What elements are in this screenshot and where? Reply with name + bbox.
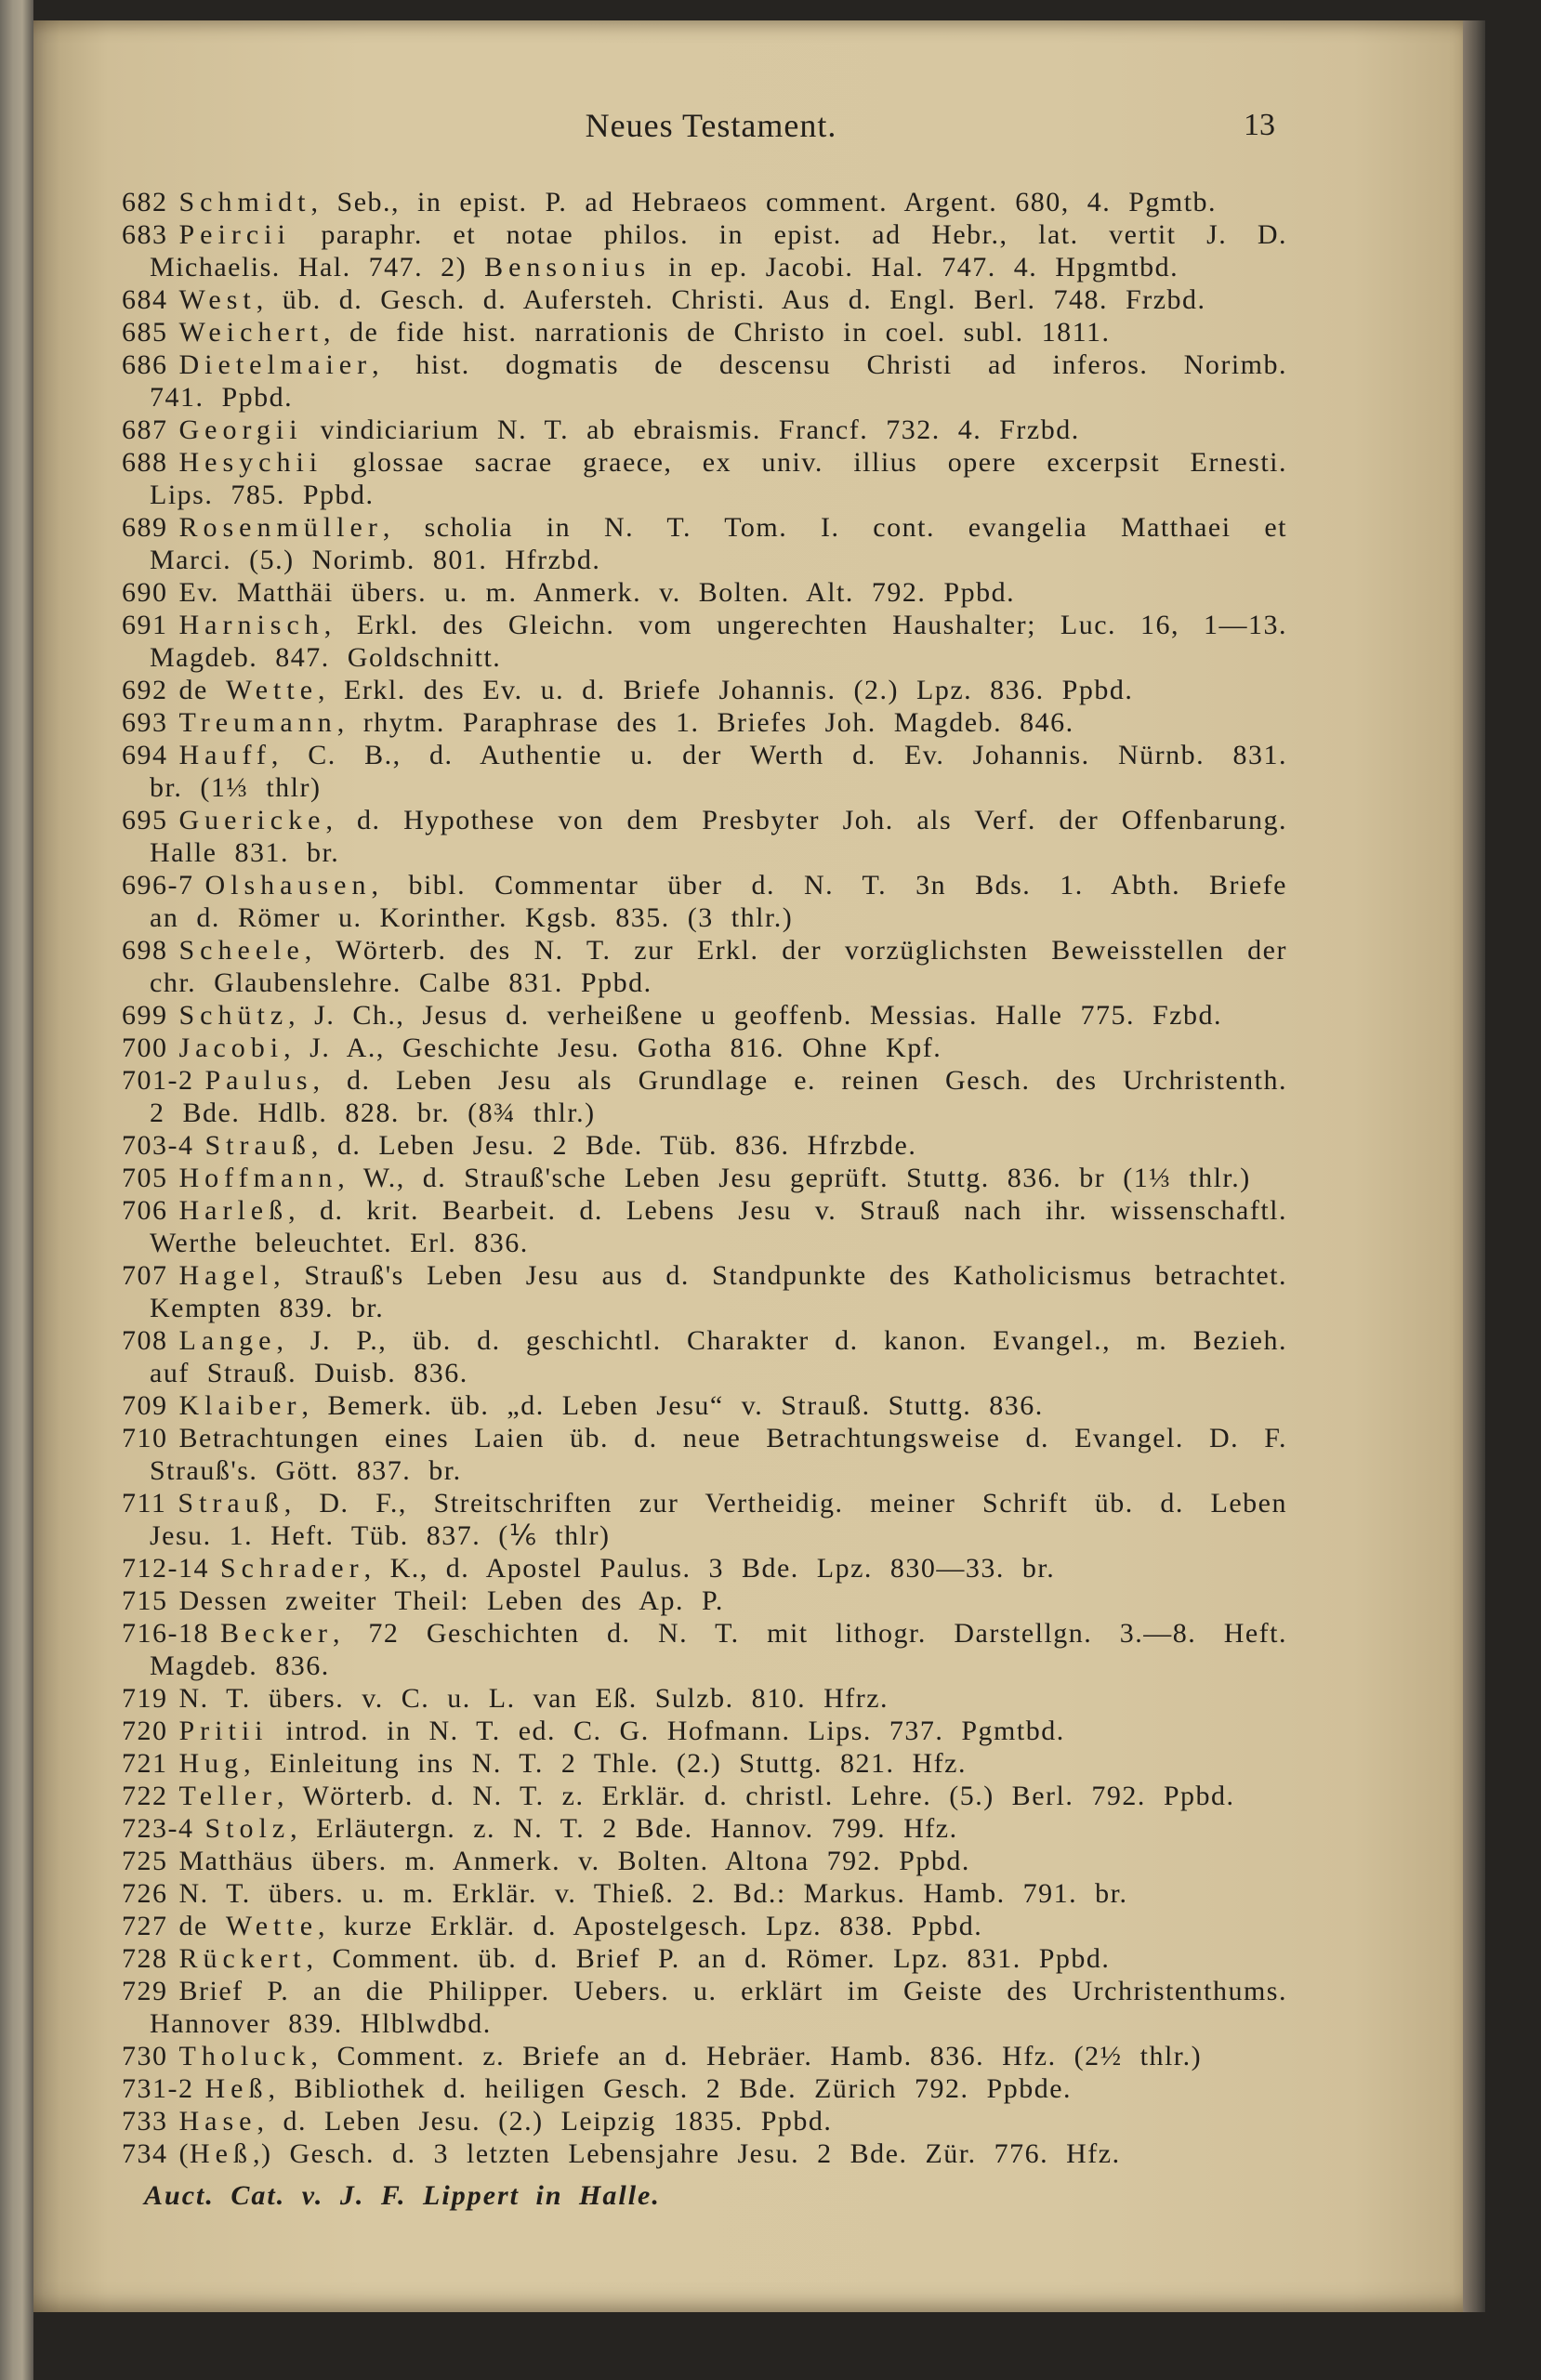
entry-author: Harnisch <box>178 610 324 640</box>
entry-number: 725 <box>122 1846 168 1876</box>
entry-number: 685 <box>122 317 168 348</box>
entry-text: N. T. übers. v. C. u. L. van Eß. Sulzb. 810. Hfrz. <box>178 1683 889 1714</box>
entry-text: Matthäus übers. m. Anmerk. v. Bolten. Altona 792. Ppbd. <box>178 1846 970 1876</box>
entry-line <box>122 1747 1287 1780</box>
catalog-entry <box>122 511 1287 576</box>
entry-number: 692 <box>122 675 168 705</box>
catalog-entry <box>122 1259 1287 1324</box>
entry-text: paraphr. et notae philos. in epist. ad Hebr., lat. vertit J. D. <box>290 219 1287 250</box>
entry-author: Hesychii <box>178 447 323 478</box>
catalog-entry <box>122 1422 1287 1487</box>
entry-text: N. T. übers. u. m. Erklär. v. Thieß. 2. Bd.: Markus. Hamb. 791. br. <box>178 1878 1128 1909</box>
entry-author: Schrader <box>220 1553 364 1584</box>
catalog-entry <box>122 1780 1287 1812</box>
entry-line <box>122 1975 1287 2007</box>
entry-number: 730 <box>122 2041 168 2071</box>
entry-text: , Einleitung ins N. T. 2 Thle. (2.) Stuttg. 821. Hfz. <box>244 1748 967 1779</box>
entry-number: 720 <box>122 1716 168 1746</box>
catalog-entry <box>122 1584 1287 1617</box>
catalog-entry <box>122 1812 1287 1845</box>
entry-number: 734 <box>122 2138 168 2169</box>
entry-number: 729 <box>122 1976 168 2006</box>
entry-line <box>122 1064 1287 1097</box>
entry-line <box>122 576 1287 609</box>
entry-text: Brief P. an die Philipper. Uebers. u. erklärt im Geiste des Urchristenthums. <box>178 1976 1287 2006</box>
page-number: 13 <box>1244 108 1275 142</box>
entry-continuation-line: 2 Bde. Hdlb. 828. br. (8¾ thlr.) <box>150 1098 596 1128</box>
entry-line <box>122 1324 1287 1357</box>
entry-number: 721 <box>122 1748 168 1779</box>
entry-line <box>122 2072 1287 2105</box>
entry-number: 686 <box>122 349 168 380</box>
entry-author: Olshausen <box>204 870 372 901</box>
entry-author: Wette <box>225 1911 319 1941</box>
entry-line <box>122 1780 1287 1812</box>
entry-author: West <box>178 284 257 315</box>
entry-number: 708 <box>122 1325 168 1356</box>
entry-line <box>122 218 1287 251</box>
entry-number: 684 <box>122 284 168 315</box>
entry-text: , J. Ch., Jesus d. verheißene u geoffenb. Messias. Halle 775. Fzbd. <box>288 1000 1222 1031</box>
entry-continuation-line: Marci. (5.) Norimb. 801. Hfrzbd. <box>150 545 601 575</box>
entry-number: 696-7 <box>122 870 194 901</box>
entry-text: , Comment. z. Briefe an d. Hebräer. Hamb. 836. Hfz. (2½ thlr.) <box>310 2041 1203 2071</box>
catalog-entry <box>122 1942 1287 1975</box>
entry-continuation-line: Halle 831. br. <box>150 837 340 868</box>
entry-prefix: de <box>178 1911 226 1941</box>
entry-text: , d. Leben Jesu als Grundlage e. reinen Gesch. des Urchristenth. <box>312 1065 1287 1096</box>
catalog-entry <box>122 1487 1287 1552</box>
entry-line <box>122 1584 1287 1617</box>
catalog-entry <box>122 706 1287 739</box>
catalog-entry <box>122 1617 1287 1682</box>
entry-author: Schütz <box>178 1000 289 1031</box>
entry-continuation-line: chr. Glaubenslehre. Calbe 831. Ppbd. <box>150 967 652 998</box>
entry-line <box>122 1162 1287 1194</box>
catalog-imprint: Auct. Cat. v. J. F. Lippert in Halle. <box>144 2180 661 2211</box>
entry-continuation-line: Magdeb. 847. Goldschnitt. <box>150 642 502 673</box>
entry-number: 711 <box>122 1488 167 1519</box>
entry-continuation-line: Kempten 839. br. <box>150 1293 385 1323</box>
entry-number: 695 <box>122 805 168 835</box>
entry-number: 699 <box>122 1000 168 1031</box>
entry-author: Becker <box>220 1618 333 1649</box>
catalog-entry <box>122 934 1287 999</box>
entry-prefix: de <box>178 675 226 705</box>
entry-text: Dessen zweiter Theil: Leben des Ap. P. <box>178 1585 724 1616</box>
entry-line <box>122 1552 1287 1584</box>
entry-text: , J. P., üb. d. geschichtl. Charakter d. kanon. Evangel., m. Bezieh. <box>276 1325 1287 1356</box>
entry-author: Georgii <box>178 414 303 445</box>
entry-line <box>122 804 1287 836</box>
entry-author: Rückert <box>178 1943 307 1974</box>
entry-line <box>122 2040 1287 2072</box>
entry-line <box>122 999 1287 1032</box>
catalog-entry <box>122 576 1287 609</box>
entry-continuation-line <box>122 251 1287 283</box>
entry-number: 703-4 <box>122 1130 194 1161</box>
entry-line <box>122 674 1287 706</box>
entry-author: Guericke <box>178 805 326 835</box>
entry-continuation-line: 741. Ppbd. <box>150 382 294 413</box>
entry-text: , J. A., Geschichte Jesu. Gotha 816. Ohne Kpf. <box>283 1032 942 1063</box>
entry-author: Hase <box>178 2106 257 2137</box>
entry-text: , Erkl. des Gleichn. vom ungerechten Haushalter; Luc. 16, 1—13. <box>323 610 1287 640</box>
entry-line <box>122 1812 1287 1845</box>
entry-number: 688 <box>122 447 168 478</box>
entry-text: , rhytm. Paraphrase des 1. Briefes Joh. Magdeb. 846. <box>336 707 1074 738</box>
entry-author: Treumann <box>178 707 337 738</box>
entry-author: Klaiber <box>178 1390 302 1421</box>
entry-prefix: Michaelis. Hal. 747. 2) <box>150 252 485 283</box>
entry-author: Lange <box>178 1325 277 1356</box>
entry-text: , Erläutergn. z. N. T. 2 Bde. Hannov. 799. Hfz. <box>290 1813 958 1844</box>
entry-text: glossae sacrae graece, ex univ. illius opere excerpsit Ernesti. <box>323 447 1287 478</box>
entry-author: Peircii <box>178 219 291 250</box>
entry-author: Hauff <box>178 740 271 770</box>
catalog-entry <box>122 1064 1287 1129</box>
entry-number: 701-2 <box>122 1065 194 1096</box>
entry-text: , 72 Geschichten d. N. T. mit lithogr. Darstellgn. 3.—8. Heft. <box>332 1618 1287 1649</box>
entry-line <box>122 1487 1287 1519</box>
entry-text: , D. F., Streitschriften zur Vertheidig. meiner Schrift üb. d. Leben <box>283 1488 1287 1519</box>
entry-number: 715 <box>122 1585 168 1616</box>
entry-author: Heß <box>190 2138 253 2169</box>
catalog-entry <box>122 186 1287 218</box>
entry-line <box>122 1259 1287 1292</box>
catalog-entry <box>122 2105 1287 2137</box>
entry-continuation-line: an d. Römer u. Korinther. Kgsb. 835. (3 thlr.) <box>150 902 794 933</box>
catalog-entry <box>122 1162 1287 1194</box>
entry-author: Strauß <box>178 1488 284 1519</box>
entry-line <box>122 1194 1287 1227</box>
entry-author: Strauß <box>204 1130 311 1161</box>
entry-text: , Bibliothek d. heiligen Gesch. 2 Bde. Zürich 792. Ppbde. <box>268 2073 1073 2104</box>
catalog-entry <box>122 2040 1287 2072</box>
entry-text: Betrachtungen eines Laien üb. d. neue Betrachtungsweise d. Evangel. D. F. <box>178 1423 1287 1453</box>
entry-text: , Wörterb. d. N. T. z. Erklär. d. christl. Lehre. (5.) Berl. 792. Ppbd. <box>277 1781 1235 1811</box>
page-stack-edge <box>1463 20 1485 2312</box>
entry-continuation-line: Jesu. 1. Heft. Tüb. 837. (⅙ thlr) <box>150 1520 611 1551</box>
catalog-entry <box>122 348 1287 414</box>
entry-author: Stolz <box>204 1813 291 1844</box>
entry-number: 733 <box>122 2106 168 2137</box>
entry-number: 698 <box>122 935 168 966</box>
entry-text: , hist. dogmatis de descensu Christi ad inferos. Norimb. <box>372 349 1287 380</box>
entry-text: , Comment. üb. d. Brief P. an d. Römer. Lpz. 831. Ppbd. <box>306 1943 1111 1974</box>
entry-continuation-line: Lips. 785. Ppbd. <box>150 480 375 510</box>
entry-number: 706 <box>122 1195 168 1226</box>
entry-line <box>122 186 1287 218</box>
catalog-entry <box>122 1389 1287 1422</box>
entry-text: , Wörterb. des N. T. zur Erkl. der vorzüglichsten Beweisstellen der <box>304 935 1287 966</box>
entry-text: introd. in N. T. ed. C. G. Hofmann. Lips. 737. Pgmtbd. <box>268 1716 1065 1746</box>
entry-line <box>122 414 1287 446</box>
entry-author: Heß <box>204 2073 269 2104</box>
entry-number: 682 <box>122 187 168 217</box>
entry-line <box>122 1942 1287 1975</box>
catalog-entry <box>122 1552 1287 1584</box>
catalog-entry <box>122 1910 1287 1942</box>
entry-line <box>122 348 1287 381</box>
entry-line <box>122 511 1287 544</box>
entry-author: Hug <box>178 1748 244 1779</box>
entry-number: 683 <box>122 219 168 250</box>
catalog-entry <box>122 1324 1287 1389</box>
entry-line <box>122 739 1287 771</box>
entry-author: Teller <box>178 1781 278 1811</box>
catalog-entry <box>122 739 1287 804</box>
catalog-entry <box>122 804 1287 869</box>
entry-line <box>122 1129 1287 1162</box>
catalog-entry <box>122 218 1287 283</box>
catalog-entry <box>122 1129 1287 1162</box>
catalog-entry <box>122 1747 1287 1780</box>
entry-line <box>122 706 1287 739</box>
entry-author: Harleß <box>178 1195 289 1226</box>
catalog-entry <box>122 1877 1287 1910</box>
entry-line <box>122 934 1287 966</box>
entry-text: ,) Gesch. d. 3 letzten Lebensjahre Jesu. 2 Bde. Zür. 776. Hfz. <box>252 2138 1121 2169</box>
entry-author: Pritii <box>178 1716 269 1746</box>
catalog-entry <box>122 999 1287 1032</box>
entry-prefix: ( <box>178 2138 190 2169</box>
entry-line <box>122 1715 1287 1747</box>
entry-line <box>122 1845 1287 1877</box>
entry-number: 722 <box>122 1781 168 1811</box>
entry-line <box>122 609 1287 641</box>
entry-text: , Bemerk. üb. „d. Leben Jesu“ v. Strauß. Stuttg. 836. <box>301 1390 1044 1421</box>
entry-line <box>122 1032 1287 1064</box>
entry-continuation-line: Strauß's. Gött. 837. br. <box>150 1455 462 1486</box>
entry-text: , K., d. Apostel Paulus. 3 Bde. Lpz. 830—33. br. <box>363 1553 1056 1584</box>
entry-text: , Seb., in epist. P. ad Hebraeos comment. Argent. 680, 4. Pgmtb. <box>310 187 1218 217</box>
entry-line <box>122 2137 1287 2170</box>
entry-number: 691 <box>122 610 168 640</box>
entry-number: 719 <box>122 1683 168 1714</box>
entry-text: , bibl. Commentar über d. N. T. 3n Bds. 1. Abth. Briefe <box>371 870 1287 901</box>
catalog-entry <box>122 869 1287 934</box>
catalog-entry <box>122 2072 1287 2105</box>
entry-author: Dietelmaier <box>178 349 373 380</box>
entry-line <box>122 1910 1287 1942</box>
catalog-entry <box>122 1682 1287 1715</box>
entry-line <box>122 446 1287 479</box>
entry-number: 712-14 <box>122 1553 209 1584</box>
entry-number: 731-2 <box>122 2073 194 2104</box>
entry-text: , d. krit. Bearbeit. d. Lebens Jesu v. Strauß nach ihr. wissenschaftl. <box>288 1195 1287 1226</box>
entry-number: 700 <box>122 1032 168 1063</box>
entry-text: , üb. d. Gesch. d. Aufersteh. Christi. Aus d. Engl. Berl. 748. Frzbd. <box>256 284 1206 315</box>
entry-number: 694 <box>122 740 168 770</box>
entry-continuation-line: auf Strauß. Duisb. 836. <box>150 1358 468 1388</box>
entry-number: 707 <box>122 1260 168 1291</box>
entry-line <box>122 1877 1287 1910</box>
entry-number: 705 <box>122 1163 168 1193</box>
entry-line <box>122 316 1287 348</box>
entry-author: Hoffmann <box>178 1163 338 1193</box>
catalog-entry <box>122 283 1287 316</box>
entry-number: 728 <box>122 1943 168 1974</box>
entry-author: Paulus <box>204 1065 313 1096</box>
entry-text: , d. Leben Jesu. (2.) Leipzig 1835. Ppbd. <box>257 2106 833 2137</box>
catalog-entry <box>122 446 1287 511</box>
entry-text: , Erkl. des Ev. u. d. Briefe Johannis. (2.) Lpz. 836. Ppbd. <box>318 675 1134 705</box>
entry-author: Bensonius <box>484 252 652 283</box>
entry-text: in ep. Jacobi. Hal. 747. 4. Hpgmtbd. <box>651 252 1179 283</box>
entry-text: , de fide hist. narrationis de Christo in coel. subl. 1811. <box>323 317 1111 348</box>
catalog-entry <box>122 316 1287 348</box>
entry-number: 716-18 <box>122 1618 209 1649</box>
entry-number: 726 <box>122 1878 168 1909</box>
entry-number: 723-4 <box>122 1813 194 1844</box>
entry-text: , C. B., d. Authentie u. der Werth d. Ev. Johannis. Nürnb. 831. <box>270 740 1287 770</box>
entry-text: , scholia in N. T. Tom. I. cont. evangelia Matthaei et <box>382 512 1287 543</box>
entry-line <box>122 1617 1287 1650</box>
catalog-entry <box>122 414 1287 446</box>
entry-text: vindiciarium N. T. ab ebraismis. Francf. 732. 4. Frzbd. <box>302 414 1080 445</box>
entry-text: , kurze Erklär. d. Apostelgesch. Lpz. 838. Ppbd. <box>318 1911 983 1941</box>
entry-continuation-line: Hannover 839. Hlblwdbd. <box>150 2008 492 2039</box>
entry-number: 727 <box>122 1911 168 1941</box>
entry-text: , W., d. Strauß'sche Leben Jesu geprüft. Stuttg. 836. br (1⅓ thlr.) <box>337 1163 1251 1193</box>
catalog-entries <box>122 186 1287 2170</box>
entry-author: Rosenmüller <box>178 512 383 543</box>
entry-line <box>122 1682 1287 1715</box>
entry-author: Hagel <box>178 1260 274 1291</box>
catalog-entry <box>122 1194 1287 1259</box>
catalog-entry <box>122 1975 1287 2040</box>
entry-text: Ev. Matthäi übers. u. m. Anmerk. v. Bolten. Alt. 792. Ppbd. <box>178 577 1016 608</box>
catalog-entry <box>122 1032 1287 1064</box>
entry-line <box>122 869 1287 901</box>
catalog-entry <box>122 1845 1287 1877</box>
catalog-entry <box>122 1715 1287 1747</box>
entry-author: Jacobi <box>178 1032 284 1063</box>
entry-continuation-line: Magdeb. 836. <box>150 1650 330 1681</box>
entry-text: , d. Hypothese von dem Presbyter Joh. als Verf. der Offenbarung. <box>325 805 1287 835</box>
entry-number: 709 <box>122 1390 168 1421</box>
entry-author: Weichert <box>178 317 324 348</box>
entry-text: , Strauß's Leben Jesu aus d. Standpunkte des Katholicismus betrachtet. <box>273 1260 1287 1291</box>
catalog-entry <box>122 674 1287 706</box>
entry-line <box>122 1422 1287 1454</box>
adjacent-page-edge <box>0 0 33 2380</box>
catalog-entry <box>122 609 1287 674</box>
entry-number: 687 <box>122 414 168 445</box>
entry-continuation-line: br. (1⅓ thlr) <box>150 772 322 803</box>
entry-continuation-line: Werthe beleuchtet. Erl. 836. <box>150 1228 529 1258</box>
entry-author: Schmidt <box>178 187 311 217</box>
entry-number: 690 <box>122 577 168 608</box>
entry-number: 689 <box>122 512 168 543</box>
entry-text: , d. Leben Jesu. 2 Bde. Tüb. 836. Hfrzbde. <box>310 1130 917 1161</box>
entry-number: 693 <box>122 707 168 738</box>
entry-author: Wette <box>225 675 319 705</box>
entry-line <box>122 2105 1287 2137</box>
entry-author: Tholuck <box>178 2041 311 2071</box>
entry-line <box>122 283 1287 316</box>
entry-number: 710 <box>122 1423 168 1453</box>
catalog-entry <box>122 2137 1287 2170</box>
entry-author: Scheele <box>178 935 305 966</box>
running-head-title: Neues Testament. <box>585 107 837 144</box>
entry-line <box>122 1389 1287 1422</box>
